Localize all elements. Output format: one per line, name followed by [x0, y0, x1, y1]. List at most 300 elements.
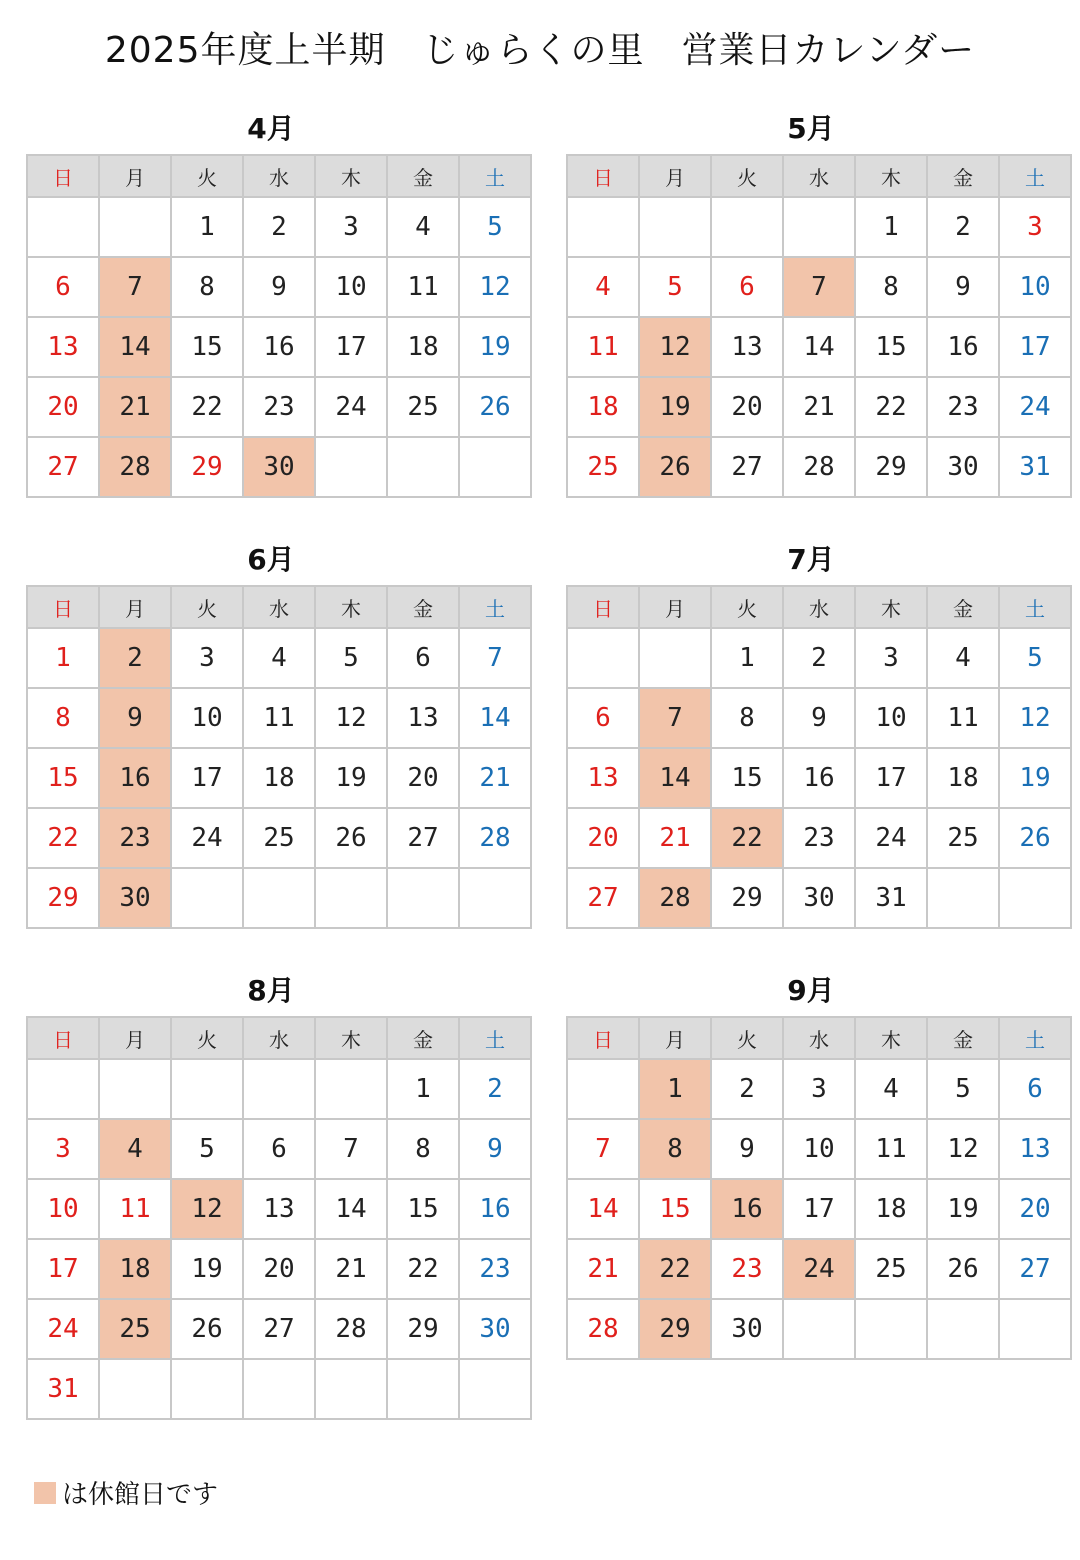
day-cell: 7 — [99, 257, 171, 317]
day-cell: 23 — [783, 808, 855, 868]
weekday-header: 日 — [567, 586, 639, 628]
empty-day-cell — [639, 197, 711, 257]
day-cell: 4 — [855, 1059, 927, 1119]
weekday-header: 火 — [171, 155, 243, 197]
week-row — [567, 377, 1071, 437]
day-cell: 16 — [783, 748, 855, 808]
week-row — [567, 688, 1071, 748]
weekday-header: 土 — [999, 155, 1071, 197]
day-cell: 28 — [315, 1299, 387, 1359]
day-cell: 27 — [27, 437, 99, 497]
day-cell: 14 — [639, 748, 711, 808]
day-cell: 25 — [567, 437, 639, 497]
weekday-header: 火 — [711, 1017, 783, 1059]
day-cell: 29 — [855, 437, 927, 497]
day-cell: 30 — [783, 868, 855, 928]
day-cell: 9 — [243, 257, 315, 317]
day-cell: 13 — [387, 688, 459, 748]
day-cell: 1 — [171, 197, 243, 257]
legend-text: は休館日です — [62, 1480, 219, 1510]
day-cell: 1 — [27, 628, 99, 688]
day-cell: 8 — [27, 688, 99, 748]
month-calendar — [566, 539, 1056, 929]
day-cell: 3 — [171, 628, 243, 688]
week-row — [27, 748, 531, 808]
month-calendar — [566, 108, 1056, 498]
day-cell: 27 — [567, 868, 639, 928]
day-cell: 20 — [243, 1239, 315, 1299]
day-cell: 28 — [567, 1299, 639, 1359]
day-cell: 8 — [855, 257, 927, 317]
month-table — [566, 1016, 1072, 1360]
day-cell: 25 — [855, 1239, 927, 1299]
day-cell: 7 — [315, 1119, 387, 1179]
day-cell: 21 — [99, 377, 171, 437]
day-cell: 8 — [711, 688, 783, 748]
week-row — [567, 197, 1071, 257]
weekday-header: 土 — [459, 586, 531, 628]
day-cell: 23 — [711, 1239, 783, 1299]
day-cell: 13 — [711, 317, 783, 377]
week-row — [567, 437, 1071, 497]
day-cell: 13 — [567, 748, 639, 808]
day-cell: 30 — [459, 1299, 531, 1359]
day-cell: 18 — [243, 748, 315, 808]
weekday-header: 木 — [315, 155, 387, 197]
day-cell: 3 — [999, 197, 1071, 257]
day-cell: 20 — [567, 808, 639, 868]
day-cell: 5 — [315, 628, 387, 688]
week-row — [567, 1299, 1071, 1359]
day-cell: 29 — [711, 868, 783, 928]
month-calendar — [26, 539, 516, 929]
month-table — [26, 585, 532, 929]
empty-day-cell — [459, 1359, 531, 1419]
day-cell: 11 — [855, 1119, 927, 1179]
day-cell: 10 — [171, 688, 243, 748]
empty-day-cell — [927, 1299, 999, 1359]
empty-day-cell — [639, 628, 711, 688]
weekday-header: 月 — [99, 586, 171, 628]
day-cell: 12 — [315, 688, 387, 748]
weekday-header: 水 — [243, 586, 315, 628]
weekday-header: 水 — [783, 1017, 855, 1059]
empty-day-cell — [99, 197, 171, 257]
month-title: 6月 — [247, 543, 295, 576]
weekday-header: 木 — [855, 1017, 927, 1059]
weekday-header: 木 — [315, 1017, 387, 1059]
day-cell: 21 — [639, 808, 711, 868]
day-cell: 8 — [639, 1119, 711, 1179]
day-cell: 18 — [567, 377, 639, 437]
day-cell: 10 — [27, 1179, 99, 1239]
empty-day-cell — [459, 437, 531, 497]
empty-day-cell — [783, 1299, 855, 1359]
day-cell: 5 — [639, 257, 711, 317]
empty-day-cell — [99, 1059, 171, 1119]
day-cell: 12 — [459, 257, 531, 317]
day-cell: 15 — [387, 1179, 459, 1239]
day-cell: 9 — [927, 257, 999, 317]
day-cell: 3 — [315, 197, 387, 257]
month-calendar — [566, 970, 1056, 1360]
day-cell: 26 — [315, 808, 387, 868]
day-cell: 21 — [315, 1239, 387, 1299]
week-row — [27, 257, 531, 317]
day-cell: 31 — [27, 1359, 99, 1419]
day-cell: 7 — [639, 688, 711, 748]
day-cell: 27 — [387, 808, 459, 868]
day-cell: 29 — [171, 437, 243, 497]
month-title: 4月 — [247, 112, 295, 145]
day-cell: 4 — [243, 628, 315, 688]
day-cell: 29 — [387, 1299, 459, 1359]
day-cell: 14 — [99, 317, 171, 377]
day-cell: 1 — [711, 628, 783, 688]
week-row — [567, 1239, 1071, 1299]
weekday-header: 金 — [927, 1017, 999, 1059]
week-row — [567, 317, 1071, 377]
day-cell: 20 — [999, 1179, 1071, 1239]
weekday-header: 月 — [639, 586, 711, 628]
day-cell: 1 — [855, 197, 927, 257]
day-cell: 10 — [855, 688, 927, 748]
weekday-header: 火 — [171, 586, 243, 628]
day-cell: 22 — [639, 1239, 711, 1299]
month-title: 7月 — [787, 543, 835, 576]
day-cell: 18 — [99, 1239, 171, 1299]
day-cell: 6 — [567, 688, 639, 748]
day-cell: 19 — [171, 1239, 243, 1299]
day-cell: 4 — [99, 1119, 171, 1179]
day-cell: 19 — [639, 377, 711, 437]
day-cell: 30 — [711, 1299, 783, 1359]
day-cell: 31 — [855, 868, 927, 928]
month-calendar — [26, 108, 516, 498]
day-cell: 26 — [927, 1239, 999, 1299]
day-cell: 2 — [711, 1059, 783, 1119]
weekday-header: 日 — [27, 155, 99, 197]
calendar-title: 2025年度上半期 じゅらくの里 営業日カレンダー — [104, 30, 976, 71]
day-cell: 16 — [927, 317, 999, 377]
day-cell: 26 — [459, 377, 531, 437]
empty-day-cell — [315, 437, 387, 497]
weekday-header-row — [27, 586, 531, 628]
weekday-header: 金 — [927, 586, 999, 628]
weekday-header: 水 — [243, 1017, 315, 1059]
day-cell: 2 — [459, 1059, 531, 1119]
weekday-header: 土 — [459, 155, 531, 197]
day-cell: 2 — [243, 197, 315, 257]
day-cell: 16 — [459, 1179, 531, 1239]
empty-day-cell — [387, 1359, 459, 1419]
day-cell: 14 — [315, 1179, 387, 1239]
day-cell: 9 — [99, 688, 171, 748]
day-cell: 13 — [999, 1119, 1071, 1179]
weekday-header: 火 — [711, 586, 783, 628]
day-cell: 24 — [171, 808, 243, 868]
legend — [34, 1474, 218, 1511]
day-cell: 2 — [927, 197, 999, 257]
weekday-header: 木 — [855, 586, 927, 628]
weekday-header-row — [27, 155, 531, 197]
day-cell: 7 — [783, 257, 855, 317]
week-row — [27, 868, 531, 928]
day-cell: 6 — [387, 628, 459, 688]
day-cell: 2 — [783, 628, 855, 688]
empty-day-cell — [27, 197, 99, 257]
day-cell: 6 — [27, 257, 99, 317]
weekday-header: 日 — [27, 586, 99, 628]
day-cell: 12 — [171, 1179, 243, 1239]
day-cell: 24 — [27, 1299, 99, 1359]
weekday-header: 日 — [27, 1017, 99, 1059]
day-cell: 1 — [387, 1059, 459, 1119]
day-cell: 23 — [927, 377, 999, 437]
day-cell: 24 — [855, 808, 927, 868]
empty-day-cell — [27, 1059, 99, 1119]
day-cell: 16 — [243, 317, 315, 377]
day-cell: 17 — [999, 317, 1071, 377]
empty-day-cell — [711, 197, 783, 257]
day-cell: 19 — [459, 317, 531, 377]
day-cell: 24 — [999, 377, 1071, 437]
day-cell: 23 — [99, 808, 171, 868]
month-title: 5月 — [787, 112, 835, 145]
day-cell: 9 — [459, 1119, 531, 1179]
day-cell: 2 — [99, 628, 171, 688]
empty-day-cell — [855, 1299, 927, 1359]
day-cell: 28 — [639, 868, 711, 928]
weekday-header: 月 — [99, 1017, 171, 1059]
day-cell: 11 — [927, 688, 999, 748]
day-cell: 22 — [711, 808, 783, 868]
day-cell: 27 — [243, 1299, 315, 1359]
week-row — [567, 748, 1071, 808]
day-cell: 6 — [243, 1119, 315, 1179]
day-cell: 13 — [27, 317, 99, 377]
month-table — [566, 585, 1072, 929]
day-cell: 10 — [783, 1119, 855, 1179]
empty-day-cell — [171, 1359, 243, 1419]
empty-day-cell — [243, 1059, 315, 1119]
day-cell: 28 — [459, 808, 531, 868]
weekday-header: 金 — [927, 155, 999, 197]
day-cell: 7 — [567, 1119, 639, 1179]
day-cell: 11 — [387, 257, 459, 317]
weekday-header-row — [567, 586, 1071, 628]
day-cell: 17 — [171, 748, 243, 808]
day-cell: 24 — [783, 1239, 855, 1299]
weekday-header: 木 — [315, 586, 387, 628]
empty-day-cell — [567, 628, 639, 688]
weekday-header: 月 — [639, 155, 711, 197]
empty-day-cell — [315, 1359, 387, 1419]
day-cell: 11 — [243, 688, 315, 748]
weekday-header: 日 — [567, 155, 639, 197]
weekday-header: 木 — [855, 155, 927, 197]
day-cell: 30 — [99, 868, 171, 928]
weekday-header: 水 — [783, 586, 855, 628]
empty-day-cell — [999, 1299, 1071, 1359]
weekday-header: 月 — [639, 1017, 711, 1059]
day-cell: 27 — [999, 1239, 1071, 1299]
week-row — [27, 1239, 531, 1299]
day-cell: 8 — [171, 257, 243, 317]
empty-day-cell — [171, 1059, 243, 1119]
day-cell: 26 — [639, 437, 711, 497]
day-cell: 15 — [855, 317, 927, 377]
week-row — [27, 197, 531, 257]
day-cell: 4 — [387, 197, 459, 257]
weekday-header-row — [27, 1017, 531, 1059]
week-row — [27, 1119, 531, 1179]
week-row — [567, 808, 1071, 868]
weekday-header: 水 — [783, 155, 855, 197]
week-row — [567, 1059, 1071, 1119]
empty-day-cell — [243, 868, 315, 928]
day-cell: 27 — [711, 437, 783, 497]
month-calendar — [26, 970, 516, 1420]
day-cell: 20 — [27, 377, 99, 437]
weekday-header: 土 — [999, 1017, 1071, 1059]
week-row — [567, 868, 1071, 928]
day-cell: 28 — [783, 437, 855, 497]
day-cell: 5 — [459, 197, 531, 257]
week-row — [27, 688, 531, 748]
weekday-header-row — [567, 1017, 1071, 1059]
week-row — [27, 808, 531, 868]
weekday-header-row — [567, 155, 1071, 197]
day-cell: 17 — [855, 748, 927, 808]
empty-day-cell — [243, 1359, 315, 1419]
empty-day-cell — [171, 868, 243, 928]
month-title: 9月 — [787, 974, 835, 1007]
empty-day-cell — [387, 437, 459, 497]
week-row — [27, 1359, 531, 1419]
empty-day-cell — [315, 1059, 387, 1119]
day-cell: 6 — [999, 1059, 1071, 1119]
weekday-header: 火 — [171, 1017, 243, 1059]
day-cell: 12 — [927, 1119, 999, 1179]
weekday-header: 水 — [243, 155, 315, 197]
day-cell: 15 — [27, 748, 99, 808]
day-cell: 24 — [315, 377, 387, 437]
day-cell: 28 — [99, 437, 171, 497]
day-cell: 5 — [927, 1059, 999, 1119]
empty-day-cell — [315, 868, 387, 928]
week-row — [27, 1179, 531, 1239]
day-cell: 14 — [783, 317, 855, 377]
day-cell: 26 — [999, 808, 1071, 868]
day-cell: 13 — [243, 1179, 315, 1239]
empty-day-cell — [459, 868, 531, 928]
day-cell: 17 — [783, 1179, 855, 1239]
day-cell: 11 — [99, 1179, 171, 1239]
empty-day-cell — [387, 868, 459, 928]
week-row — [27, 377, 531, 437]
day-cell: 11 — [567, 317, 639, 377]
week-row — [27, 317, 531, 377]
week-row — [567, 1179, 1071, 1239]
week-row — [567, 628, 1071, 688]
week-row — [567, 257, 1071, 317]
month-table — [26, 154, 532, 498]
day-cell: 26 — [171, 1299, 243, 1359]
weekday-header: 金 — [387, 586, 459, 628]
closed-day-swatch — [34, 1482, 56, 1504]
day-cell: 4 — [927, 628, 999, 688]
day-cell: 3 — [27, 1119, 99, 1179]
empty-day-cell — [567, 1059, 639, 1119]
empty-day-cell — [783, 197, 855, 257]
day-cell: 22 — [27, 808, 99, 868]
day-cell: 7 — [459, 628, 531, 688]
day-cell: 30 — [927, 437, 999, 497]
day-cell: 15 — [639, 1179, 711, 1239]
day-cell: 18 — [927, 748, 999, 808]
empty-day-cell — [999, 868, 1071, 928]
day-cell: 25 — [99, 1299, 171, 1359]
day-cell: 1 — [639, 1059, 711, 1119]
day-cell: 17 — [315, 317, 387, 377]
day-cell: 14 — [567, 1179, 639, 1239]
day-cell: 16 — [99, 748, 171, 808]
day-cell: 9 — [711, 1119, 783, 1179]
day-cell: 25 — [243, 808, 315, 868]
day-cell: 16 — [711, 1179, 783, 1239]
week-row — [27, 628, 531, 688]
day-cell: 18 — [855, 1179, 927, 1239]
weekday-header: 土 — [459, 1017, 531, 1059]
day-cell: 6 — [711, 257, 783, 317]
empty-day-cell — [927, 868, 999, 928]
day-cell: 3 — [783, 1059, 855, 1119]
day-cell: 12 — [999, 688, 1071, 748]
day-cell: 17 — [27, 1239, 99, 1299]
month-table — [26, 1016, 532, 1420]
day-cell: 29 — [27, 868, 99, 928]
day-cell: 15 — [171, 317, 243, 377]
day-cell: 22 — [171, 377, 243, 437]
day-cell: 22 — [387, 1239, 459, 1299]
day-cell: 4 — [567, 257, 639, 317]
month-table — [566, 154, 1072, 498]
day-cell: 5 — [999, 628, 1071, 688]
week-row — [567, 1119, 1071, 1179]
day-cell: 21 — [567, 1239, 639, 1299]
day-cell: 29 — [639, 1299, 711, 1359]
day-cell: 15 — [711, 748, 783, 808]
day-cell: 31 — [999, 437, 1071, 497]
day-cell: 20 — [387, 748, 459, 808]
day-cell: 3 — [855, 628, 927, 688]
empty-day-cell — [99, 1359, 171, 1419]
weekday-header: 金 — [387, 1017, 459, 1059]
empty-day-cell — [567, 197, 639, 257]
day-cell: 9 — [783, 688, 855, 748]
weekday-header: 火 — [711, 155, 783, 197]
weekday-header: 金 — [387, 155, 459, 197]
week-row — [27, 1299, 531, 1359]
week-row — [27, 1059, 531, 1119]
day-cell: 10 — [315, 257, 387, 317]
weekday-header: 月 — [99, 155, 171, 197]
day-cell: 30 — [243, 437, 315, 497]
day-cell: 18 — [387, 317, 459, 377]
day-cell: 14 — [459, 688, 531, 748]
weekday-header: 日 — [567, 1017, 639, 1059]
